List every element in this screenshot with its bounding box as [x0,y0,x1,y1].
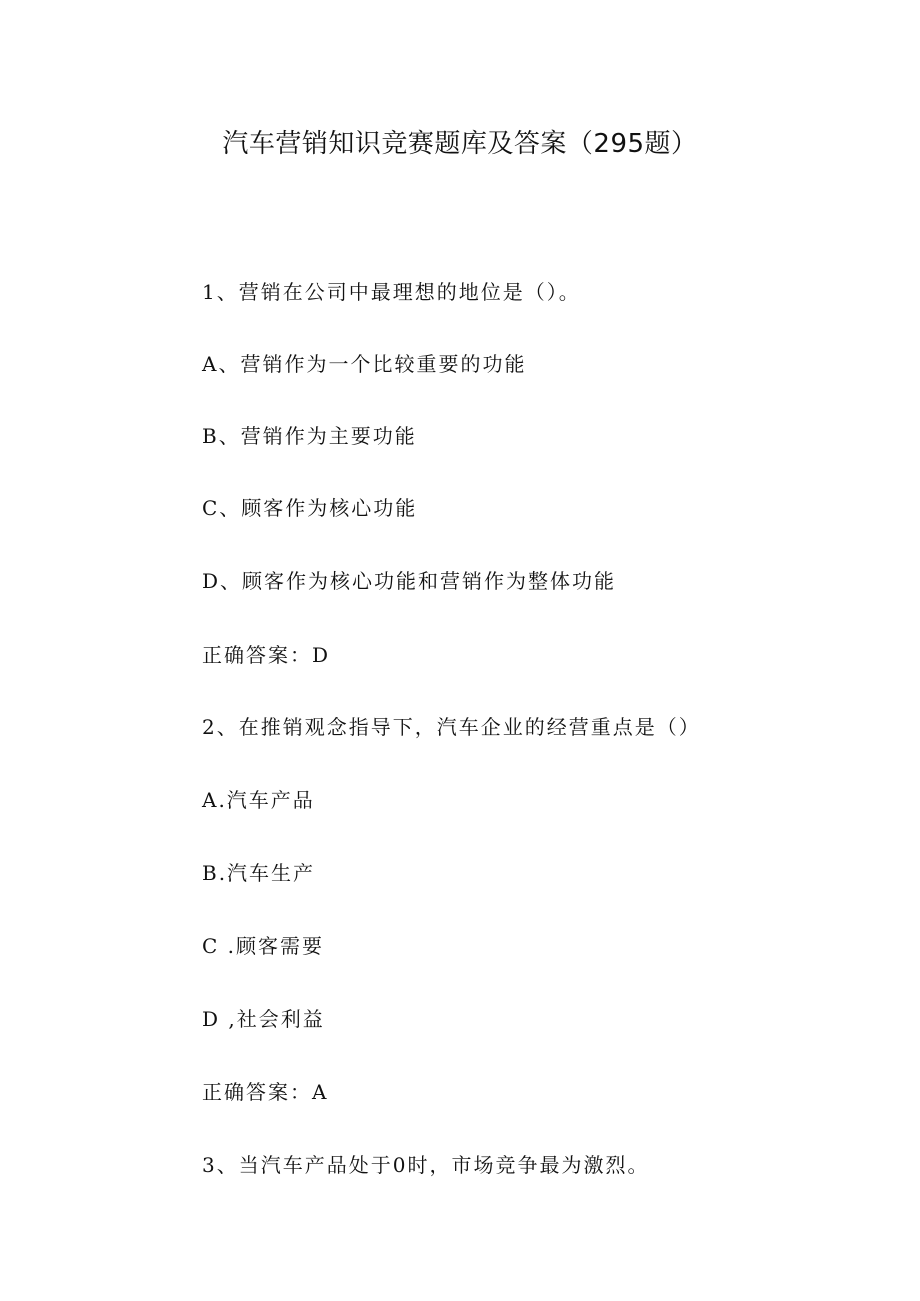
document-title: 汽车营销知识竞赛题库及答案（295题） [222,129,698,159]
question-1-option-d: D、顾客作为核心功能和营销作为整体功能 [202,569,617,593]
question-2-stem: 2、在推销观念指导下，汽车企业的经营重点是（） [202,715,701,739]
question-1-stem: 1、营销在公司中最理想的地位是（）。 [202,280,581,304]
question-2-option-b: B.汽车生产 [202,861,316,885]
question-1-option-c: C、顾客作为核心功能 [202,496,418,520]
question-2-option-d: D ,社会利益 [202,1007,325,1031]
question-2-option-a: A.汽车产品 [202,788,315,812]
question-2-option-c: C .顾客需要 [202,934,325,958]
question-1-answer: 正确答案：D [202,643,331,667]
question-1-option-b: B、营销作为主要功能 [202,424,417,448]
question-2-answer: 正确答案：A [202,1080,329,1104]
question-3-stem: 3、当汽车产品处于0时，市场竞争最为激烈。 [202,1153,650,1177]
question-1-option-a: A、营销作为一个比较重要的功能 [202,352,527,376]
